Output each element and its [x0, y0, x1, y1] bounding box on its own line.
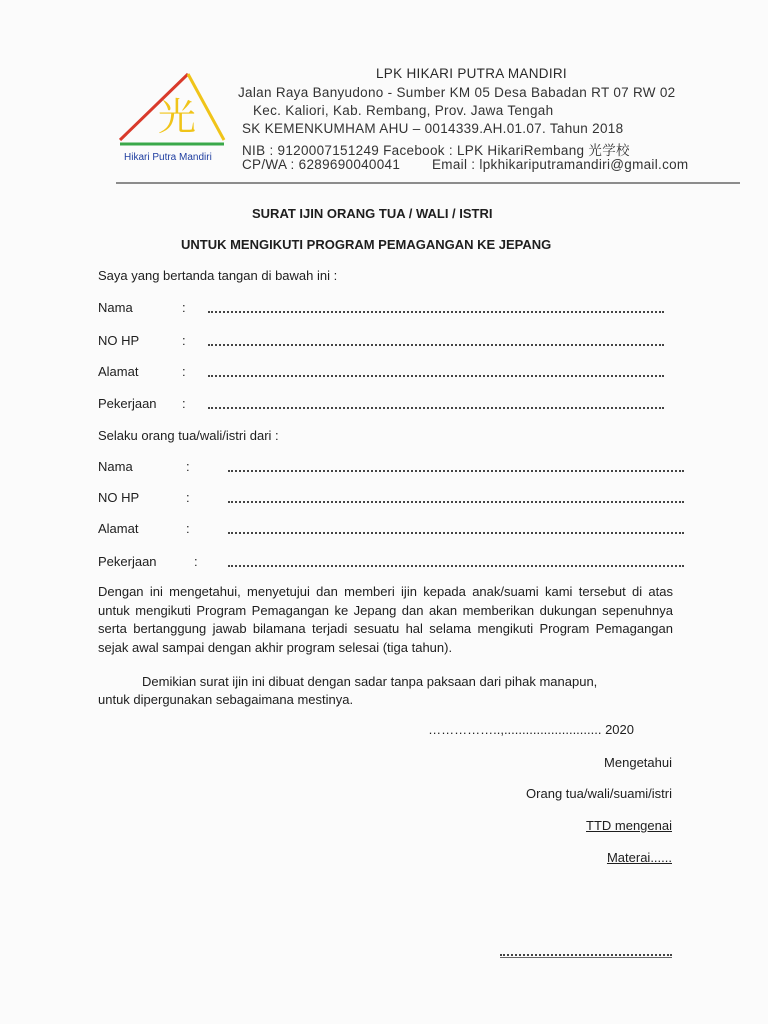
field-label-no-hp: NO HP — [98, 490, 140, 505]
email-line: Email : lpkhikariputramandiri@gmail.com — [432, 157, 689, 172]
address-line-1: Jalan Raya Banyudono - Sumber KM 05 Desa Babadan RT 07 RW 02 — [238, 85, 676, 100]
field-colon: : — [182, 396, 186, 411]
signature-underline — [500, 957, 672, 958]
fill-line-alamat[interactable] — [208, 375, 664, 377]
org-name: LPK HIKARI PUTRA MANDIRI — [376, 66, 567, 81]
field-colon: : — [182, 364, 186, 379]
field-label-no-hp: NO HP — [98, 333, 140, 348]
logo-caption: Hikari Putra Mandiri — [124, 152, 212, 163]
nib-facebook-line: NIB : 9120007151249 Facebook : LPK HikariRembang 光学校 — [242, 143, 630, 158]
materai-note: Materai...... — [606, 850, 672, 865]
field-colon: : — [186, 459, 190, 474]
field-label-alamat: Alamat — [98, 521, 139, 536]
date-line: ……………..,........................... 2020 — [428, 722, 634, 737]
sk-line: SK KEMENKUMHAM AHU – 0014339.AH.01.07. Tahun 2018 — [242, 121, 624, 136]
field-label-nama: Nama — [98, 300, 133, 315]
field-colon: : — [186, 521, 190, 536]
signature-line[interactable] — [500, 954, 672, 956]
fill-line-pekerjaan-2[interactable] — [228, 565, 684, 567]
document-title: SURAT IJIN ORANG TUA / WALI / ISTRI — [252, 206, 493, 221]
address-line-2: Kec. Kaliori, Kab. Rembang, Prov. Jawa Tengah — [253, 103, 554, 118]
field-colon: : — [182, 333, 186, 348]
fill-line-pekerjaan[interactable] — [208, 407, 664, 409]
field-label-nama: Nama — [98, 459, 133, 474]
closing-paragraph-line-1: Demikian surat ijin ini dibuat dengan sadar tanpa paksaan dari pihak manapun, — [142, 674, 598, 689]
closing-paragraph-line-2: untuk dipergunakan sebagaimana mestinya. — [98, 692, 354, 707]
svg-text:光: 光 — [158, 95, 197, 139]
field-label-pekerjaan: Pekerjaan — [98, 396, 157, 411]
consent-paragraph: Dengan ini mengetahui, menyetujui dan memberi ijin kepada anak/suami kami tersebut di atas untuk mengikuti Program Pemagangan ke Jepang dan akan memberikan dukungan sepenuhnya serta bertanggung jawab bilamana terjadi sesuatu hal selama mengikuti Program Pemagangan sejak awal sampai dengan akhir program selesai (tiga tahun). — [98, 584, 673, 655]
field-colon: : — [186, 490, 190, 505]
intro-child: Selaku orang tua/wali/istri dari : — [98, 428, 279, 443]
intro-signer: Saya yang bertanda tangan di bawah ini : — [98, 268, 338, 283]
field-colon: : — [182, 300, 186, 315]
mengetahui-label: Mengetahui — [604, 755, 672, 770]
document-subtitle: UNTUK MENGIKUTI PROGRAM PEMAGANGAN KE JEPANG — [181, 237, 552, 252]
fill-line-nama-2[interactable] — [228, 470, 684, 472]
signer-role: Orang tua/wali/suami/istri — [526, 786, 672, 801]
fill-line-no-hp-2[interactable] — [228, 501, 684, 503]
ttd-note: TTD mengenai — [586, 818, 672, 833]
cp-wa-line: CP/WA : 6289690040041 — [242, 157, 401, 172]
field-label-alamat: Alamat — [98, 364, 139, 379]
field-label-pekerjaan: Pekerjaan — [98, 554, 157, 569]
fill-line-no-hp[interactable] — [208, 344, 664, 346]
letterhead-divider — [116, 182, 740, 184]
field-colon: : — [194, 554, 198, 569]
fill-line-alamat-2[interactable] — [228, 532, 684, 534]
fill-line-nama[interactable] — [208, 311, 664, 313]
